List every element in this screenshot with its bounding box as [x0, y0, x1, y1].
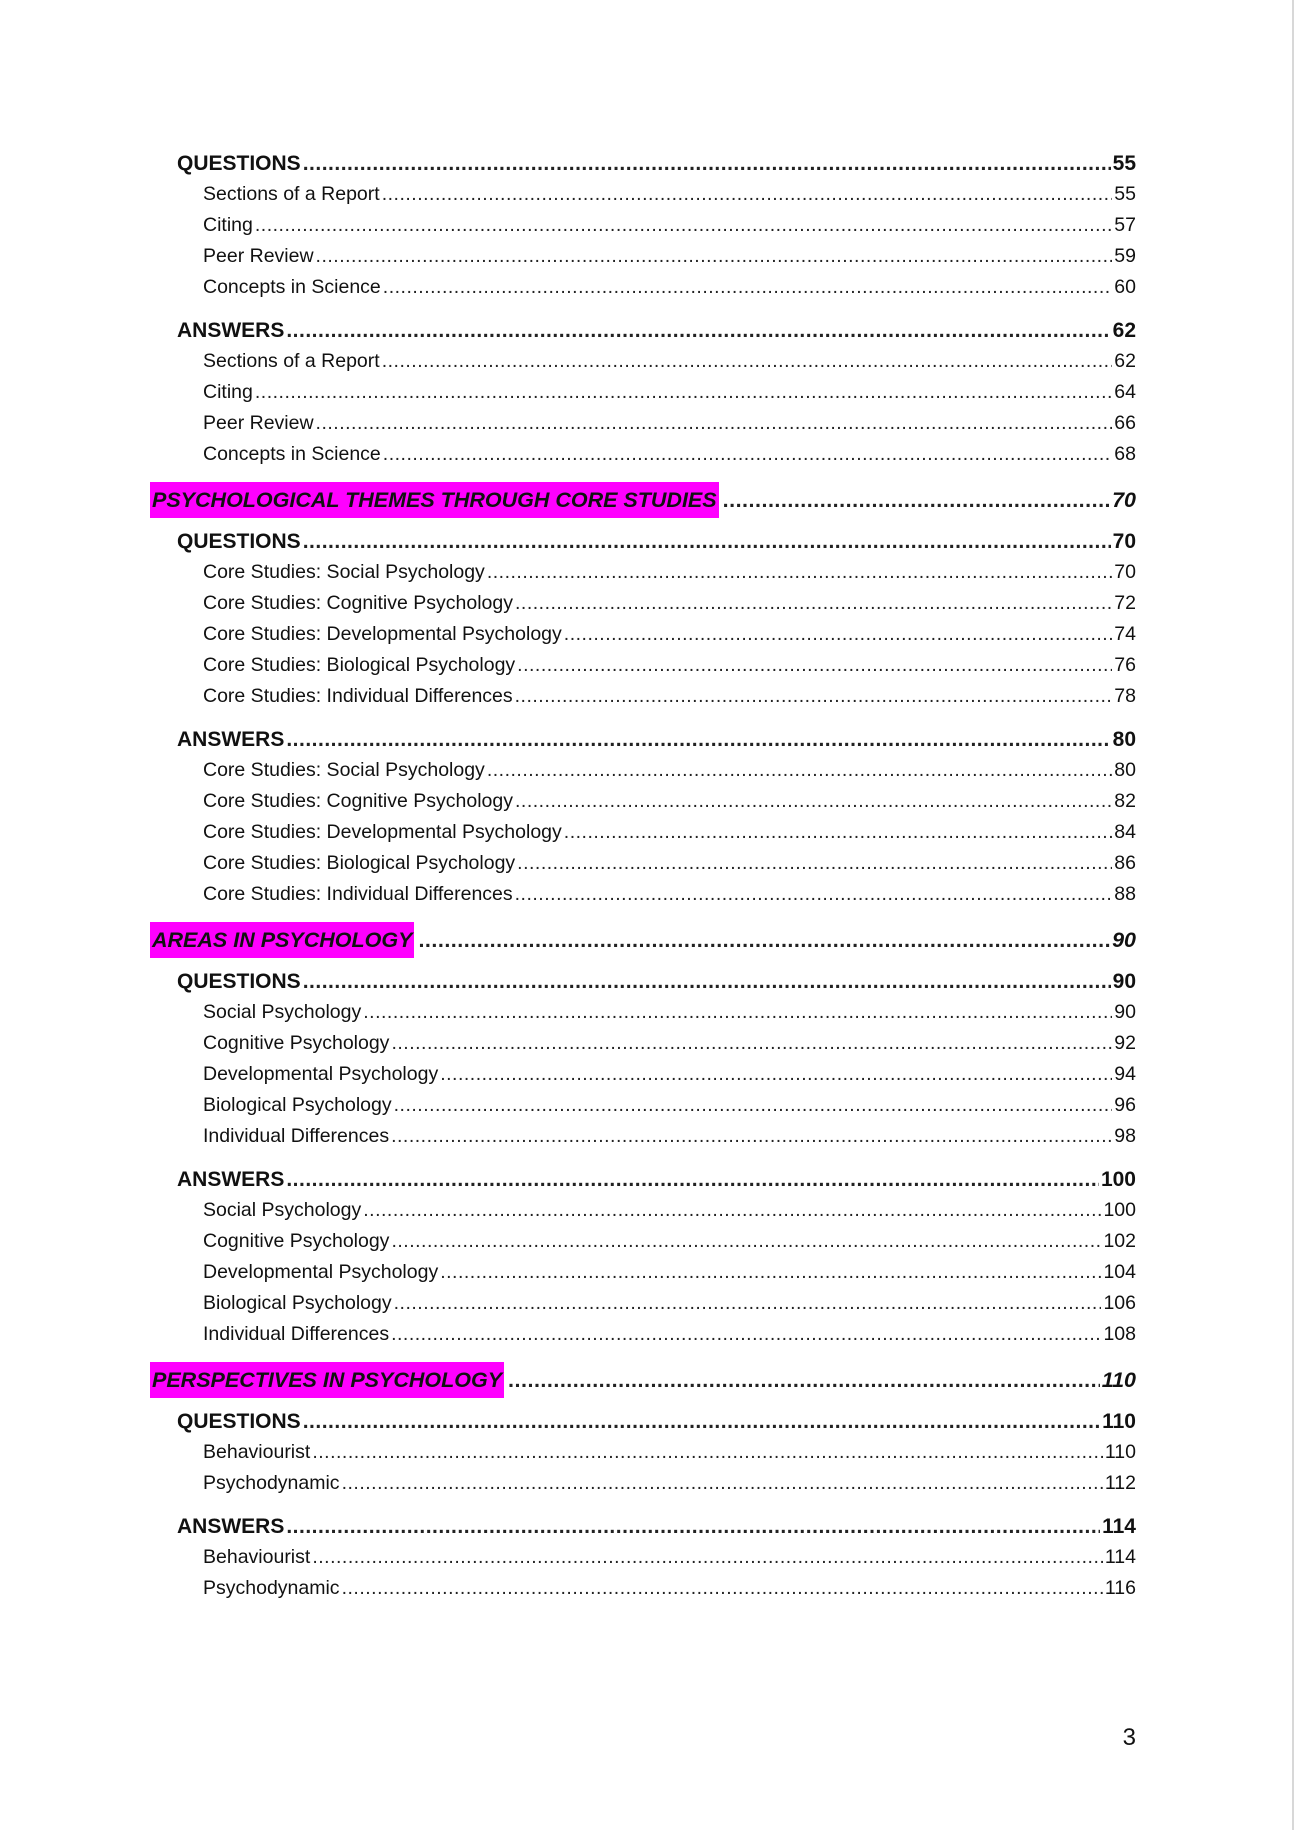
toc-heading-questions[interactable] — [150, 966, 1136, 997]
dot-leader — [383, 439, 1113, 470]
dot-leader — [342, 1468, 1103, 1499]
dot-leader — [440, 1059, 1112, 1090]
toc-page-number: 116 — [1104, 1577, 1136, 1599]
dot-leader — [723, 483, 1110, 517]
toc-entry[interactable] — [150, 1121, 1136, 1152]
toc-entry-label: Core Studies: Cognitive Psychology — [203, 790, 513, 812]
toc-entry-label: Citing — [203, 214, 253, 236]
toc-entry[interactable] — [150, 848, 1136, 879]
dot-leader — [255, 210, 1112, 241]
toc-page-number: 70 — [1112, 530, 1136, 553]
toc-entry-label: QUESTIONS — [177, 970, 301, 993]
dot-leader — [286, 724, 1110, 755]
toc-entry-label: Cognitive Psychology — [203, 1032, 390, 1054]
toc-page-number: 92 — [1114, 1032, 1136, 1054]
toc-page-number: 78 — [1114, 685, 1136, 707]
toc-entry-label: Core Studies: Social Psychology — [203, 561, 485, 583]
toc-entry-label: Developmental Psychology — [203, 1261, 439, 1283]
toc-entry[interactable] — [150, 377, 1136, 408]
toc-page-number: 90 — [1112, 970, 1136, 993]
toc-entry[interactable] — [150, 650, 1136, 681]
dot-leader — [508, 1363, 1100, 1397]
toc-entry-label: Developmental Psychology — [203, 1063, 439, 1085]
dot-leader — [303, 1406, 1100, 1437]
toc-page-number: 60 — [1114, 276, 1136, 298]
toc-entry[interactable] — [150, 439, 1136, 470]
toc-section-title[interactable] — [150, 1362, 1136, 1396]
dot-leader — [440, 1257, 1101, 1288]
toc-entry[interactable] — [150, 1195, 1136, 1226]
toc-entry[interactable] — [150, 1028, 1136, 1059]
toc-entry[interactable] — [150, 1437, 1136, 1468]
toc-heading-answers[interactable] — [150, 724, 1136, 755]
toc-entry-label: Biological Psychology — [203, 1094, 392, 1116]
toc-entry[interactable] — [150, 879, 1136, 910]
toc-entry[interactable] — [150, 1059, 1136, 1090]
toc-entry[interactable] — [150, 1542, 1136, 1573]
dot-leader — [391, 1028, 1112, 1059]
dot-leader — [312, 1437, 1103, 1468]
toc-page-number: 64 — [1114, 381, 1136, 403]
toc-page-number: 62 — [1112, 319, 1136, 342]
toc-entry[interactable] — [150, 346, 1136, 377]
toc-page-number: 80 — [1114, 759, 1136, 781]
dot-leader — [382, 346, 1113, 377]
toc-page-number: 76 — [1114, 654, 1136, 676]
toc-entry[interactable] — [150, 755, 1136, 786]
dot-leader — [517, 650, 1112, 681]
dot-leader — [383, 272, 1113, 303]
toc-page-number: 94 — [1114, 1063, 1136, 1085]
toc-page-number: 88 — [1114, 883, 1136, 905]
toc-entry-label: Individual Differences — [203, 1323, 390, 1345]
toc-page-number: 112 — [1104, 1472, 1136, 1494]
dot-leader — [515, 681, 1113, 712]
toc-entry[interactable] — [150, 241, 1136, 272]
toc-page-number: 104 — [1103, 1261, 1136, 1283]
toc-page-number: 74 — [1114, 623, 1136, 645]
dot-leader — [515, 879, 1113, 910]
toc-entry[interactable] — [150, 1288, 1136, 1319]
dot-leader — [286, 1511, 1100, 1542]
toc-page-number: 102 — [1103, 1230, 1136, 1252]
dot-leader — [316, 408, 1113, 439]
toc-page-number: 98 — [1114, 1125, 1136, 1147]
dot-leader — [363, 997, 1112, 1028]
toc-entry-label: QUESTIONS — [177, 152, 301, 175]
toc-entry-label: Social Psychology — [203, 1001, 362, 1023]
toc-entry[interactable] — [150, 588, 1136, 619]
toc-entry[interactable] — [150, 557, 1136, 588]
toc-heading-answers[interactable] — [150, 1164, 1136, 1195]
toc-entry[interactable] — [150, 997, 1136, 1028]
dot-leader — [316, 241, 1113, 272]
toc-entry-label: Core Studies: Biological Psychology — [203, 852, 516, 874]
toc-entry[interactable] — [150, 1573, 1136, 1604]
toc-entry-label: QUESTIONS — [177, 530, 301, 553]
toc-entry-label: Citing — [203, 381, 253, 403]
toc-entry-label: Sections of a Report — [203, 350, 380, 372]
toc-page-number: 110 — [1101, 1368, 1136, 1392]
dot-leader — [487, 755, 1112, 786]
toc-entry-label: Peer Review — [203, 245, 314, 267]
toc-page-number: 84 — [1114, 821, 1136, 843]
dot-leader — [391, 1319, 1101, 1350]
dot-leader — [487, 557, 1112, 588]
toc-heading-questions[interactable] — [150, 148, 1136, 179]
toc-page-number: 90 — [1112, 928, 1136, 952]
dot-leader — [303, 148, 1111, 179]
toc-entry-label: Individual Differences — [203, 1125, 390, 1147]
dot-leader — [564, 619, 1113, 650]
dot-leader — [303, 526, 1111, 557]
toc-page-number: 82 — [1114, 790, 1136, 812]
toc-page-number: 110 — [1102, 1410, 1136, 1433]
toc-entry-label: Peer Review — [203, 412, 314, 434]
toc-page-number: 100 — [1103, 1199, 1136, 1221]
toc-page-number: 90 — [1114, 1001, 1136, 1023]
toc-page-number: 66 — [1114, 412, 1136, 434]
dot-leader — [564, 817, 1113, 848]
toc-entry-label: Biological Psychology — [203, 1292, 392, 1314]
toc-heading-questions[interactable] — [150, 1406, 1136, 1437]
toc-entry-label: Core Studies: Social Psychology — [203, 759, 485, 781]
toc-entry-label: ANSWERS — [177, 319, 285, 342]
toc-entry-label: Core Studies: Developmental Psychology — [203, 821, 562, 843]
toc-page-number: 55 — [1112, 152, 1136, 175]
toc-entry-label: Core Studies: Individual Differences — [203, 685, 513, 707]
dot-leader — [394, 1288, 1102, 1319]
toc-page-number: 86 — [1114, 852, 1136, 874]
toc-entry-label: ANSWERS — [177, 1168, 285, 1191]
table-of-contents — [150, 148, 1136, 1604]
toc-entry[interactable] — [150, 1319, 1136, 1350]
toc-entry-label: Core Studies: Cognitive Psychology — [203, 592, 513, 614]
toc-entry[interactable] — [150, 1226, 1136, 1257]
toc-section-label: PSYCHOLOGICAL THEMES THROUGH CORE STUDIES — [150, 482, 719, 518]
toc-entry[interactable] — [150, 1257, 1136, 1288]
dot-leader — [382, 179, 1113, 210]
toc-entry[interactable] — [150, 681, 1136, 712]
toc-entry-label: Concepts in Science — [203, 443, 381, 465]
dot-leader — [286, 315, 1110, 346]
toc-page-number: 106 — [1103, 1292, 1136, 1314]
toc-entry[interactable] — [150, 408, 1136, 439]
dot-leader — [342, 1573, 1103, 1604]
toc-entry-label: Behaviourist — [203, 1441, 311, 1463]
toc-heading-answers[interactable] — [150, 315, 1136, 346]
toc-entry-label: Core Studies: Biological Psychology — [203, 654, 516, 676]
toc-section-title[interactable] — [150, 482, 1136, 516]
toc-page-number: 96 — [1114, 1094, 1136, 1116]
dot-leader — [312, 1542, 1103, 1573]
dot-leader — [394, 1090, 1113, 1121]
toc-page-number: 108 — [1103, 1323, 1136, 1345]
toc-page-number: 70 — [1112, 488, 1136, 512]
toc-entry-label: Psychodynamic — [203, 1472, 340, 1494]
toc-page-number: 55 — [1114, 183, 1136, 205]
page-number: 3 — [1122, 1724, 1136, 1751]
toc-page-number: 100 — [1100, 1168, 1136, 1191]
dot-leader — [303, 966, 1111, 997]
toc-page-number: 62 — [1114, 350, 1136, 372]
toc-entry[interactable] — [150, 1468, 1136, 1499]
dot-leader — [391, 1226, 1101, 1257]
toc-heading-questions[interactable] — [150, 526, 1136, 557]
toc-entry[interactable] — [150, 786, 1136, 817]
dot-leader — [255, 377, 1112, 408]
toc-page-number: 57 — [1114, 214, 1136, 236]
toc-page-number: 59 — [1114, 245, 1136, 267]
toc-entry-label: Cognitive Psychology — [203, 1230, 390, 1252]
toc-entry[interactable] — [150, 272, 1136, 303]
dot-leader — [391, 1121, 1112, 1152]
toc-entry[interactable] — [150, 179, 1136, 210]
toc-page-number: 72 — [1114, 592, 1136, 614]
toc-section-title[interactable] — [150, 922, 1136, 956]
toc-entry-label: Core Studies: Individual Differences — [203, 883, 513, 905]
toc-entry-label: ANSWERS — [177, 1515, 285, 1538]
dot-leader — [517, 848, 1112, 879]
toc-section-label: AREAS IN PSYCHOLOGY — [150, 922, 414, 958]
toc-entry-label: ANSWERS — [177, 728, 285, 751]
toc-page-number: 70 — [1114, 561, 1136, 583]
dot-leader — [418, 923, 1110, 957]
toc-entry[interactable] — [150, 619, 1136, 650]
toc-page-number: 114 — [1102, 1515, 1136, 1538]
toc-entry-label: Behaviourist — [203, 1546, 311, 1568]
toc-page-number: 68 — [1114, 443, 1136, 465]
toc-entry-label: QUESTIONS — [177, 1410, 301, 1433]
toc-section-label: PERSPECTIVES IN PSYCHOLOGY — [150, 1362, 504, 1398]
toc-page-number: 110 — [1104, 1441, 1136, 1463]
toc-page-number: 80 — [1112, 728, 1136, 751]
dot-leader — [363, 1195, 1101, 1226]
toc-entry[interactable] — [150, 210, 1136, 241]
toc-entry-label: Concepts in Science — [203, 276, 381, 298]
toc-heading-answers[interactable] — [150, 1511, 1136, 1542]
dot-leader — [286, 1164, 1099, 1195]
toc-entry-label: Social Psychology — [203, 1199, 362, 1221]
toc-entry-label: Sections of a Report — [203, 183, 380, 205]
dot-leader — [515, 786, 1112, 817]
toc-entry[interactable] — [150, 1090, 1136, 1121]
toc-entry[interactable] — [150, 817, 1136, 848]
toc-page-number: 114 — [1104, 1546, 1136, 1568]
toc-entry-label: Psychodynamic — [203, 1577, 340, 1599]
toc-entry-label: Core Studies: Developmental Psychology — [203, 623, 562, 645]
dot-leader — [515, 588, 1112, 619]
